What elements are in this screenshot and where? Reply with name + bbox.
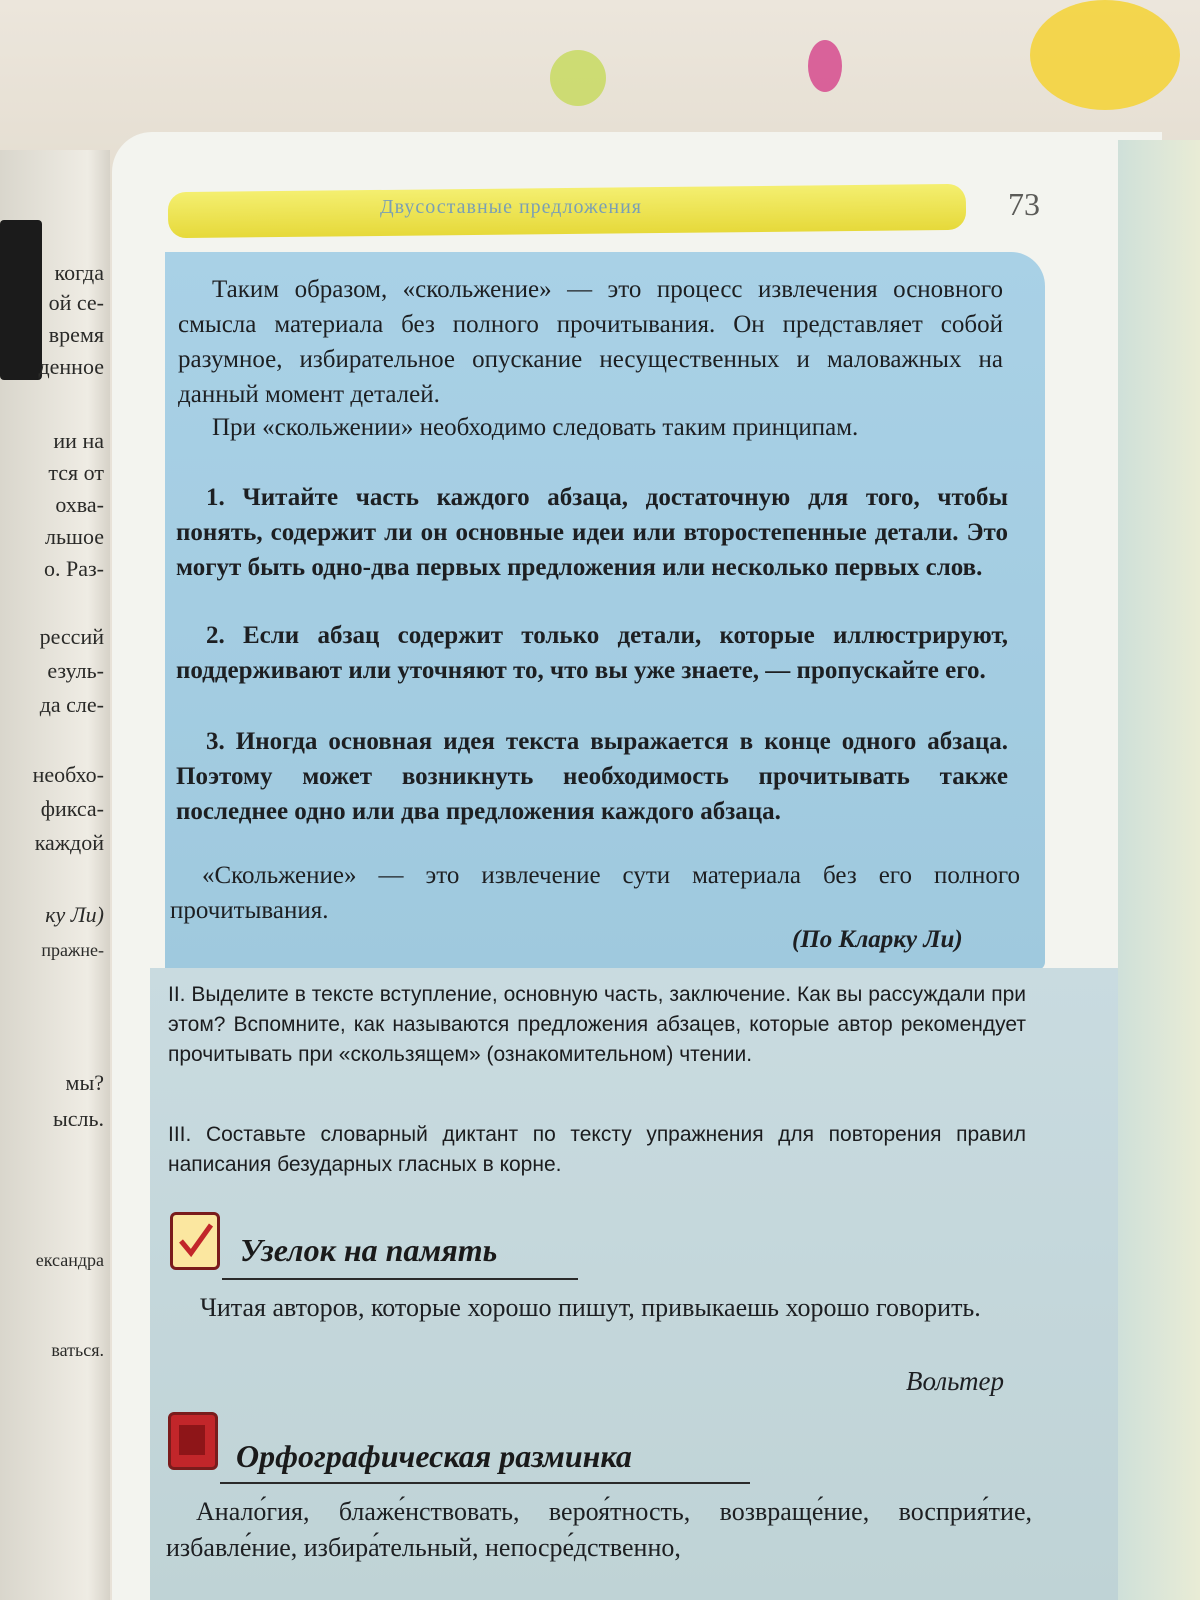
checkmark-icon xyxy=(170,1212,220,1270)
task-2: II. Выделите в тексте вступление, основную часть, заключение. Как вы рассуждали при этом? Вспомните, как называются предложения абзацев, которые автор рекомендует прочитывать при «скользящем» (ознакомительном) чтении. xyxy=(168,983,1026,1066)
word-list: Анало́гия, блаже́нствовать, вероя́тность, возвраще́ние, восприя́тие, избавле́ние, избира́тельный, непосре́дственно, xyxy=(166,1497,1032,1562)
left-page-text: ой се- xyxy=(48,290,104,315)
left-page-text: льшое xyxy=(45,524,104,549)
divider xyxy=(222,1278,578,1280)
left-page-text: денное xyxy=(38,354,104,379)
left-page-text: необхо- xyxy=(32,762,104,787)
left-page-text: о. Раз- xyxy=(43,556,104,581)
page-number: 73 xyxy=(1008,186,1040,222)
quote-author: Вольтер xyxy=(906,1366,1005,1396)
left-page-text: ваться. xyxy=(51,1340,104,1360)
principle-item: 3. Иногда основная идея текста выражается в конце одного абзаца. Поэтому может возникнуть необходимость прочитывать также последнее одно или два предложения каждого абзаца. xyxy=(176,728,1008,825)
left-page-text: фикса- xyxy=(40,796,104,821)
left-page-text: ысль. xyxy=(52,1106,104,1131)
paragraph: «Скольжение» — это извлечение сути материала без его полного прочитывания. xyxy=(170,862,1020,924)
bookmark xyxy=(0,220,42,380)
left-page-text: мы? xyxy=(65,1070,104,1095)
flower-decoration xyxy=(550,50,606,106)
principle-item: 2. Если абзац содержит только детали, которые иллюстрируют, поддерживают или уточняют то, что вы уже знаете, — пропускайте его. xyxy=(176,622,1008,684)
principle-item: 1. Читайте часть каждого абзаца, достаточную для того, чтобы понять, содержит ли он основные идеи или второстепенные детали. Это могут быть одно-два первых предложения или несколько первых слов. xyxy=(176,484,1008,581)
left-page-text: время xyxy=(48,322,104,347)
task-3: III. Составьте словарный диктант по тексту упражнения для повторения правил написания безударных гласных в корне. xyxy=(168,1123,1026,1176)
left-page-text: да сле- xyxy=(39,692,104,717)
memo-quote: Читая авторов, которые хорошо пишут, привыкаешь хорошо говорить. xyxy=(200,1293,981,1322)
source-citation: (По Кларку Ли) xyxy=(792,926,963,953)
flower-decoration xyxy=(1030,0,1180,110)
left-page-text: пражне- xyxy=(41,940,104,960)
book-icon xyxy=(168,1412,218,1470)
memo-title: Узелок на память xyxy=(240,1232,498,1268)
left-page-text: ександра xyxy=(35,1250,104,1270)
left-page-text: ии на xyxy=(53,428,104,453)
left-page-text: каждой xyxy=(34,830,104,855)
left-page-text: тся от xyxy=(48,460,104,485)
left-page-text: охва- xyxy=(55,492,104,517)
page-edge-decoration xyxy=(1118,140,1200,1600)
left-page xyxy=(0,150,110,1600)
left-page-text: когда xyxy=(54,260,104,285)
paragraph: Таким образом, «скольжение» — это процесс извлечения основного смысла материала без полного прочитывания. Он представляет собой разумное, избирательное опускание несущественных и маловажных на данный момент деталей. xyxy=(178,276,1003,408)
left-page-text: рессий xyxy=(39,624,104,649)
running-head: Двусоставные предложения xyxy=(380,196,642,218)
left-page-text: езуль- xyxy=(47,658,104,683)
warmup-title: Орфографическая разминка xyxy=(236,1438,632,1474)
left-page-text: ку Ли) xyxy=(45,902,104,927)
divider xyxy=(220,1482,750,1484)
flower-decoration xyxy=(808,40,842,92)
paragraph: При «скольжении» необходимо следовать таким принципам. xyxy=(212,414,859,441)
